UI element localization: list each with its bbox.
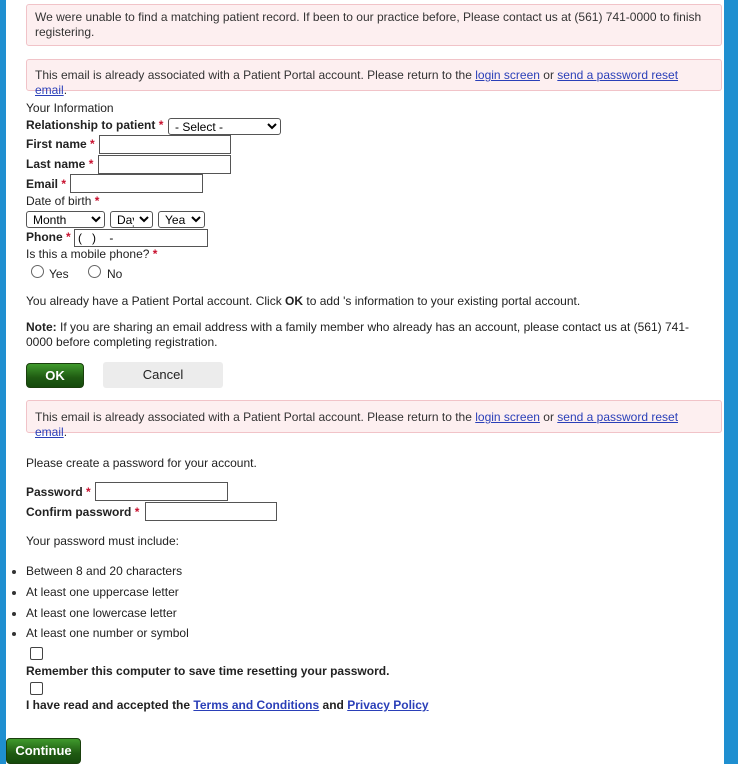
relationship-select[interactable] — [168, 118, 281, 135]
required-marker: * — [61, 177, 67, 191]
required-marker: * — [88, 157, 94, 171]
bullet-icon — [12, 632, 16, 636]
first-name-label-text: First name — [26, 137, 87, 151]
password-input[interactable] — [95, 482, 228, 501]
remember-checkbox[interactable] — [30, 647, 43, 660]
continue-button[interactable]: Continue — [6, 738, 81, 764]
confirm-password-label — [26, 505, 139, 519]
dob-year-select[interactable] — [158, 211, 205, 228]
confirm-password-input[interactable] — [145, 502, 277, 521]
required-marker: * — [90, 137, 95, 151]
remember-label[interactable]: Remember this computer to save time resetting your password. — [26, 664, 390, 678]
phone-input[interactable] — [74, 229, 208, 247]
required-marker: * — [158, 118, 164, 132]
first-name-input[interactable] — [99, 135, 231, 154]
period-text: . — [63, 83, 68, 97]
dob-month-select[interactable] — [26, 211, 105, 228]
not-found-text: We were unable to find a matching patient record. If been to our practice before, Please contact us at (561) 741-0000 to finish registering. — [35, 10, 702, 39]
mobile-yes-label[interactable]: Yes — [49, 267, 69, 281]
existing-account-message — [26, 294, 716, 308]
password-reset-link-2[interactable]: send a password reset email — [35, 410, 679, 439]
last-name-input[interactable] — [98, 155, 231, 174]
bullet-icon — [12, 570, 16, 574]
note-label: Note: — [26, 320, 57, 334]
password-intro: Please create a password for your account. — [26, 456, 257, 470]
terms-prefix: I have read and accepted the — [26, 698, 194, 712]
terms-label — [26, 698, 429, 712]
relationship-label — [26, 118, 163, 132]
dob-day-select[interactable] — [110, 211, 153, 228]
mobile-question — [26, 247, 157, 261]
bullet-icon — [12, 612, 16, 616]
email-label-text: Email — [26, 177, 59, 191]
password-label — [26, 485, 91, 499]
rule-item: At least one lowercase letter — [26, 606, 177, 620]
required-marker: * — [134, 505, 140, 519]
password-rules-list — [6, 564, 306, 644]
not-found-alert — [26, 4, 722, 46]
terms-checkbox[interactable] — [30, 682, 43, 695]
dob-label — [26, 194, 99, 208]
password-label-text: Password — [26, 485, 83, 499]
required-marker: * — [152, 247, 158, 261]
rule-item: At least one number or symbol — [26, 626, 189, 640]
and-text: and — [319, 698, 348, 712]
relationship-label-text: Relationship to patient — [26, 118, 156, 132]
rule-item: At least one uppercase letter — [26, 585, 179, 599]
bullet-icon — [12, 591, 16, 595]
email-label — [26, 177, 66, 191]
phone-label — [26, 230, 71, 244]
existing-msg-ok: OK — [285, 294, 304, 308]
password-rules-intro: Your password must include: — [26, 534, 179, 548]
password-reset-link[interactable]: send a password reset email — [35, 68, 679, 97]
rule-item: Between 8 and 20 characters — [26, 564, 183, 578]
mobile-yes-radio[interactable] — [31, 265, 44, 278]
required-marker: * — [66, 230, 71, 244]
mobile-question-text: Is this a mobile phone? — [26, 247, 150, 261]
email-exists-alert — [26, 59, 722, 97]
email-exists-text: This email is already associated with a Patient Portal account. Please return to the — [35, 68, 476, 82]
email-exists-text-2: This email is already associated with a Patient Portal account. Please return to the — [35, 410, 476, 424]
email-input[interactable] — [70, 174, 203, 193]
your-info-heading: Your Information — [26, 101, 114, 115]
dob-label-text: Date of birth — [26, 194, 92, 208]
cancel-button[interactable]: Cancel — [103, 362, 223, 388]
note-body: If you are sharing an email address with a family member who already has an account, please contact us at (561) 741-0000 before completing registration. — [26, 320, 690, 349]
required-marker: * — [94, 194, 100, 208]
note-text — [26, 320, 706, 350]
existing-msg-suffix: to add 's information to your existing portal account. — [303, 294, 581, 308]
or-text: or — [539, 68, 558, 82]
registration-panel — [6, 0, 724, 764]
confirm-password-label-text: Confirm password — [26, 505, 132, 519]
or-text-2: or — [539, 410, 558, 424]
existing-msg-prefix: You already have a Patient Portal account. Click — [26, 294, 286, 308]
required-marker: * — [86, 485, 91, 499]
last-name-label-text: Last name — [26, 157, 86, 171]
email-exists-alert-2 — [26, 400, 722, 439]
phone-label-text: Phone — [26, 230, 63, 244]
period-text-2: . — [63, 425, 68, 439]
ok-button[interactable]: OK — [26, 363, 84, 388]
mobile-no-label[interactable]: No — [107, 267, 123, 281]
first-name-label — [26, 137, 95, 151]
terms-link[interactable]: Terms and Conditions — [193, 698, 320, 712]
login-screen-link[interactable]: login screen — [475, 68, 540, 82]
mobile-no-radio[interactable] — [88, 265, 101, 278]
login-screen-link-2[interactable]: login screen — [475, 410, 540, 424]
last-name-label — [26, 157, 93, 171]
privacy-link[interactable]: Privacy Policy — [347, 698, 429, 712]
